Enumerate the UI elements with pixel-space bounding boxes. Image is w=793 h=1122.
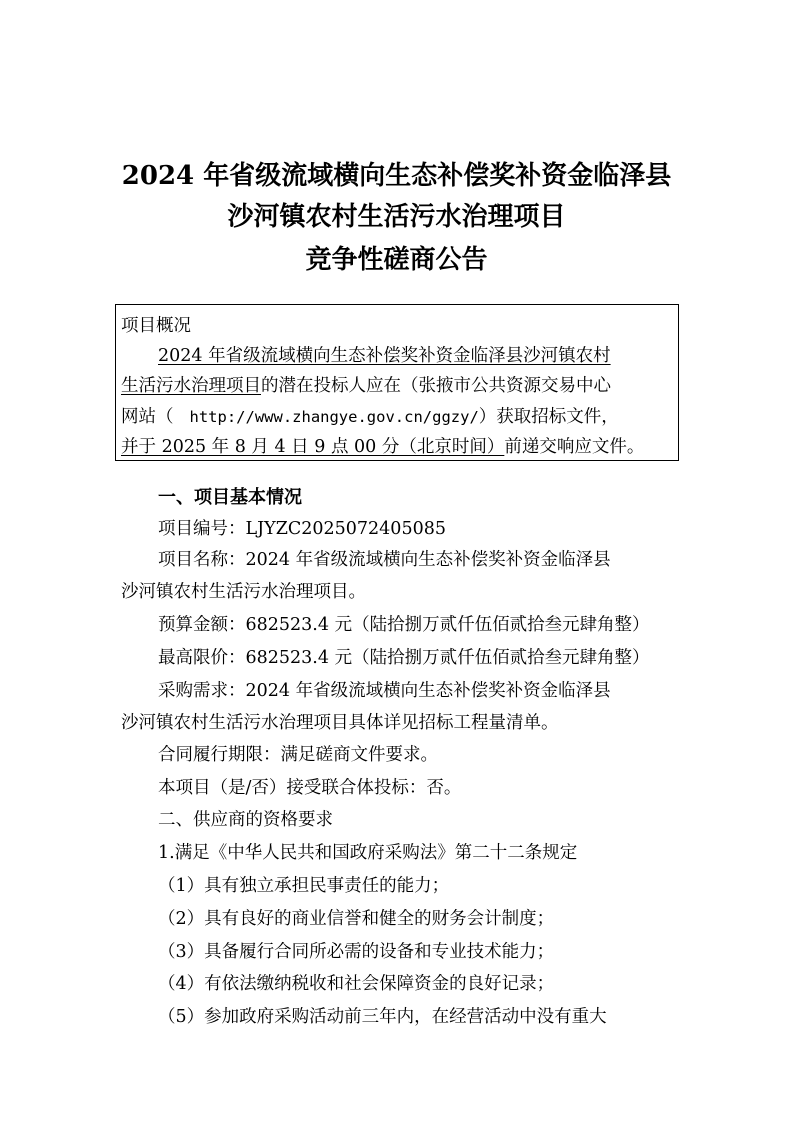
qualification-sub-1: （1）具有独立承担民事责任的能力； <box>158 876 450 896</box>
section1-heading: 一、项目基本情况 <box>158 487 302 508</box>
contract-period: 合同履行期限：满足磋商文件要求。 <box>158 745 438 765</box>
project-name-line-1: 项目名称：2024 年省级流域横向生态补偿奖补资金临泽县 <box>158 550 611 570</box>
qualification-sub-3: （3）具备履行合同所必需的设备和专业技术能力； <box>158 942 555 962</box>
website-url[interactable]: http://www.zhangye.gov.cn/ggzy/ <box>189 408 479 426</box>
overview-line-3-a: 网站（ <box>121 407 174 427</box>
overview-label: 项目概况 <box>121 316 191 336</box>
budget-amount: 预算金额：682523.4 元（陆拾捌万贰仟伍佰贰拾叁元肆角整） <box>158 615 650 635</box>
title-line-3: 竞争性磋商公告 <box>305 245 488 275</box>
overview-line-4-b: 前递交响应文件。 <box>504 437 645 457</box>
title-line-2: 沙河镇农村生活污水治理项目 <box>227 202 566 232</box>
qualification-item-1: 1.满足《中华人民共和国政府采购法》第二十二条规定 <box>158 843 578 863</box>
project-number: 项目编号：LJYZC2025072405085 <box>158 519 446 539</box>
overview-line-2-text: 的潜在投标人应在（张掖市公共资源交易中心 <box>261 376 611 396</box>
overview-line-3 <box>121 405 619 429</box>
max-price: 最高限价：682523.4 元（陆拾捌万贰仟伍佰贰拾叁元肆角整） <box>158 648 650 668</box>
overview-line-4 <box>121 435 644 459</box>
title-line-1: 2024 年省级流域横向生态补偿奖补资金临泽县 <box>121 161 672 191</box>
demand-line-2: 沙河镇农村生活污水治理项目具体详见招标工程量清单。 <box>121 713 559 733</box>
consortium: 本项目（是/否）接受联合体投标：否。 <box>158 778 462 798</box>
overview-line-1: 2024 年省级流域横向生态补偿奖补资金临泽县沙河镇农村 <box>158 346 611 366</box>
overview-line-2 <box>121 374 611 398</box>
qualification-sub-5: （5）参加政府采购活动前三年内，在经营活动中没有重大 <box>158 1007 607 1027</box>
section2-heading: 二、供应商的资格要求 <box>158 810 333 830</box>
overview-line-3-c: ）获取招标文件， <box>478 407 619 427</box>
qualification-sub-2: （2）具有良好的商业信誉和健全的财务会计制度； <box>158 909 555 929</box>
project-name-line-2: 沙河镇农村生活污水治理项目。 <box>121 582 366 602</box>
deadline-text: 并于 2025 年 8 月 4 日 9 点 00 分（北京时间） <box>121 437 505 457</box>
project-name-link: 生活污水治理项目 <box>121 376 261 396</box>
qualification-sub-4: （4）有依法缴纳税收和社会保障资金的良好记录； <box>158 974 555 994</box>
demand-line-1: 采购需求：2024 年省级流域横向生态补偿奖补资金临泽县 <box>158 681 611 701</box>
